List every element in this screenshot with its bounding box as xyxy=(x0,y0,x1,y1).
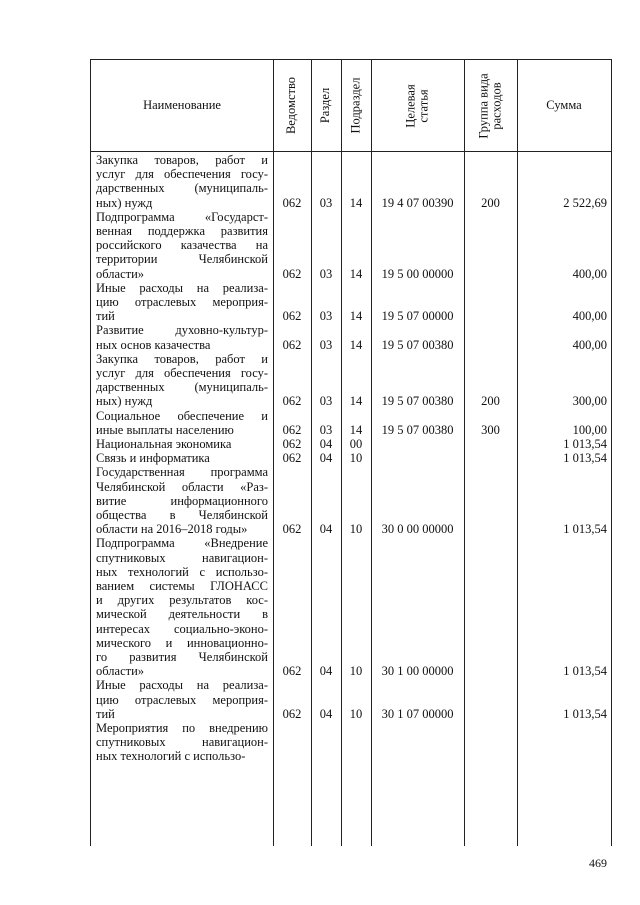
row-name-line: тий xyxy=(96,706,115,721)
cell-summa: 100,00 xyxy=(572,422,607,437)
header-name: Наименование xyxy=(143,98,221,112)
row-name-line: мической деятельности в xyxy=(96,607,268,622)
header-gruppa: Группа вида расходов xyxy=(476,72,504,139)
row-name xyxy=(96,451,268,465)
cell-razdel: 04 xyxy=(319,664,333,679)
cell-ved: 062 xyxy=(282,195,302,210)
cell-ved: 062 xyxy=(282,266,302,281)
row-name xyxy=(96,210,268,281)
cell-statya: 19 4 07 00390 xyxy=(381,195,454,210)
cell-summa: 1 013,54 xyxy=(563,664,607,679)
row-name-line: услуг для обеспечения госу- xyxy=(96,167,268,182)
row-name-line: Государственная программа xyxy=(96,465,268,480)
row-name xyxy=(96,281,268,324)
cell-podrazdel: 00 xyxy=(349,437,363,451)
row-name-line: Иные расходы на реализа- xyxy=(96,280,268,295)
row-name-line: Закупка товаров, работ и xyxy=(96,153,268,167)
row-name-line: Развитие духовно-культур- xyxy=(96,323,268,338)
cell-podrazdel: 10 xyxy=(349,451,363,466)
row-name-line: спутниковых навигацион- xyxy=(96,550,268,565)
row-name-line: цию отраслевых мероприя- xyxy=(96,294,268,309)
page-number: 469 xyxy=(589,856,607,870)
header-summa: Сумма xyxy=(546,98,582,112)
column-divider xyxy=(371,60,372,846)
row-name-line: области на 2016–2018 годы» xyxy=(96,522,248,537)
cell-gruppa: 200 xyxy=(481,394,500,409)
cell-ved: 062 xyxy=(282,451,302,466)
row-name-line: спутниковых навигацион- xyxy=(96,735,268,750)
cell-ved: 062 xyxy=(282,309,302,324)
row-name xyxy=(96,678,268,721)
row-name-line: Социальное обеспечение и xyxy=(96,408,268,423)
cell-summa: 2 522,69 xyxy=(563,195,607,210)
row-name xyxy=(96,409,268,437)
row-name-line: Иные расходы на реализа- xyxy=(96,678,268,693)
cell-razdel: 03 xyxy=(319,266,333,281)
row-name-line: ных технологий с использо- xyxy=(96,564,268,579)
cell-podrazdel: 10 xyxy=(349,522,363,537)
row-name-line: ных) нужд xyxy=(96,195,153,210)
row-name-line: цию отраслевых мероприя- xyxy=(96,692,268,707)
header-vedomstvo: Ведомство xyxy=(284,76,299,135)
cell-statya: 30 1 07 00000 xyxy=(381,706,454,721)
cell-razdel: 04 xyxy=(319,706,333,721)
cell-podrazdel: 14 xyxy=(349,394,363,409)
header-razdel: Раздел xyxy=(318,87,333,124)
row-name xyxy=(96,153,268,210)
row-name xyxy=(96,465,268,536)
cell-razdel: 03 xyxy=(319,309,333,324)
row-name-line: Закупка товаров, работ и xyxy=(96,351,268,366)
cell-podrazdel: 14 xyxy=(349,309,363,324)
cell-podrazdel: 14 xyxy=(349,195,363,210)
row-name-line: ванием системы ГЛОНАСС xyxy=(96,578,268,593)
cell-summa: 400,00 xyxy=(572,337,607,352)
cell-razdel: 03 xyxy=(319,422,333,437)
cell-razdel: 03 xyxy=(319,337,333,352)
row-name-line: территории Челябинской xyxy=(96,252,268,267)
row-name-line: и других результатов кос- xyxy=(96,593,268,608)
row-name-line: российского казачества на xyxy=(96,238,268,253)
cell-summa: 400,00 xyxy=(572,309,607,324)
row-name-line: го развития Челябинской xyxy=(96,649,268,664)
cell-statya: 19 5 07 00380 xyxy=(381,422,454,437)
row-name-line: области» xyxy=(96,664,145,679)
cell-statya: 19 5 07 00380 xyxy=(381,394,454,409)
row-name-line: Мероприятия по внедрению xyxy=(96,721,268,735)
cell-ved: 062 xyxy=(282,394,302,409)
cell-ved: 062 xyxy=(282,706,302,721)
row-name-line: венная поддержка развития xyxy=(96,223,268,238)
cell-summa: 300,00 xyxy=(572,394,607,409)
cell-gruppa: 300 xyxy=(481,422,500,437)
row-name-line: области» xyxy=(96,266,145,281)
cell-ved: 062 xyxy=(282,522,302,537)
cell-razdel: 04 xyxy=(319,437,333,451)
cell-statya: 30 1 00 00000 xyxy=(381,664,454,679)
cell-gruppa: 200 xyxy=(481,195,500,210)
row-name-line: услуг для обеспечения госу- xyxy=(96,365,268,380)
cell-statya: 19 5 07 00000 xyxy=(381,309,454,324)
row-name xyxy=(96,536,268,678)
cell-ved: 062 xyxy=(282,437,302,451)
row-name-line: ных) нужд xyxy=(96,394,153,409)
header-podrazdel: Подраздел xyxy=(348,77,363,134)
row-name-line: мического и инновационно- xyxy=(96,635,268,650)
cell-summa: 1 013,54 xyxy=(563,437,607,451)
row-name-line: Связь и информатика xyxy=(96,451,210,466)
row-name-line: Национальная экономика xyxy=(96,437,232,451)
row-name-line: Челябинской области «Раз- xyxy=(96,479,268,494)
cell-razdel: 03 xyxy=(319,394,333,409)
cell-podrazdel: 14 xyxy=(349,337,363,352)
cell-razdel: 04 xyxy=(319,522,333,537)
cell-podrazdel: 10 xyxy=(349,706,363,721)
cell-podrazdel: 14 xyxy=(349,266,363,281)
column-divider xyxy=(464,60,465,846)
row-name-line: ных основ казачества xyxy=(96,337,211,352)
cell-podrazdel: 14 xyxy=(349,422,363,437)
row-name xyxy=(96,323,268,351)
header-tselevaya-statya: Целевая статья xyxy=(403,83,431,128)
row-name xyxy=(96,721,268,764)
cell-summa: 400,00 xyxy=(572,266,607,281)
cell-statya: 19 5 00 00000 xyxy=(381,266,454,281)
cell-summa: 1 013,54 xyxy=(563,522,607,537)
row-name-line: ных технологий с использо- xyxy=(96,749,246,764)
header-divider xyxy=(91,151,611,152)
row-name-line: тий xyxy=(96,309,115,324)
cell-razdel: 03 xyxy=(319,195,333,210)
cell-razdel: 04 xyxy=(319,451,333,466)
cell-statya: 19 5 07 00380 xyxy=(381,337,454,352)
cell-statya: 30 0 00 00000 xyxy=(381,522,454,537)
row-name-line: интересах социально-эконо- xyxy=(96,621,268,636)
row-name-line: общества в Челябинской xyxy=(96,507,268,522)
row-name-line: иные выплаты населению xyxy=(96,422,234,437)
row-name-line: Подпрограмма «Внедрение xyxy=(96,536,268,551)
cell-podrazdel: 10 xyxy=(349,664,363,679)
cell-summa: 1 013,54 xyxy=(563,451,607,466)
cell-ved: 062 xyxy=(282,337,302,352)
cell-summa: 1 013,54 xyxy=(563,706,607,721)
cell-ved: 062 xyxy=(282,664,302,679)
row-name-line: Подпрограмма «Государст- xyxy=(96,209,268,224)
cell-ved: 062 xyxy=(282,422,302,437)
row-name-line: дарственных (муниципаль- xyxy=(96,380,268,395)
row-name-line: дарственных (муниципаль- xyxy=(96,181,268,196)
row-name xyxy=(96,437,268,451)
row-name xyxy=(96,352,268,409)
row-name-line: витие информационного xyxy=(96,493,268,508)
budget-table xyxy=(90,59,612,846)
